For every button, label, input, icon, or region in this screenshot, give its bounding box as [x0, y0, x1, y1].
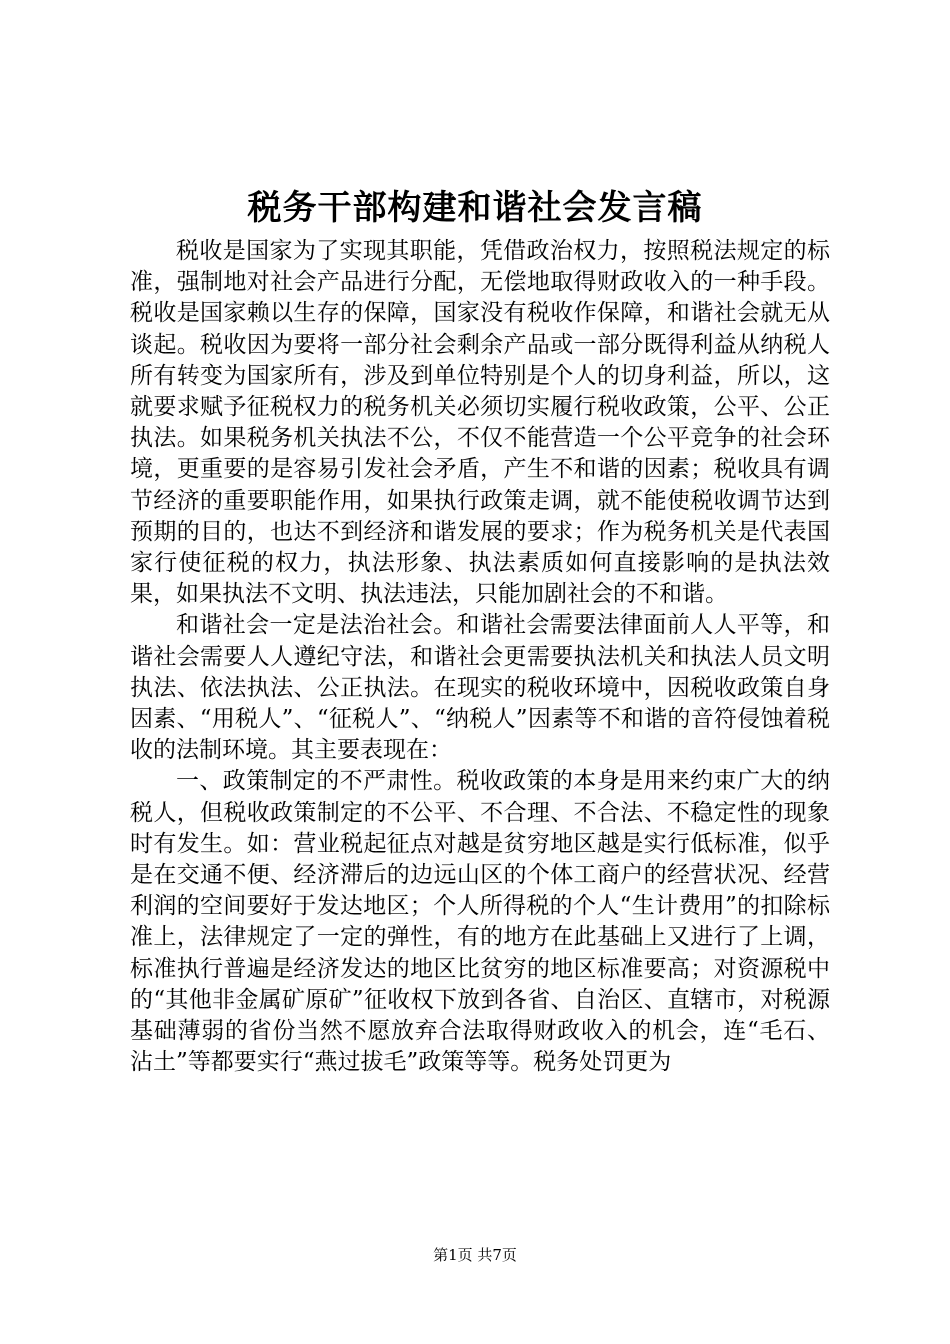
document-body: [130, 236, 830, 1078]
paragraph-rule-of-law: 和谐社会一定是法治社会。和谐社会需要法律面前人人平等，和谐社会需要人人遵纪守法，和谐社会更需要执法机关和执法人员文明执法、依法执法、公正执法。在现实的税收环境中，因税收政策自身因素、“用税人”、“征税人”、“纳税人”因素等不和谐的音符侵蚀着税收的法制环境。其主要表现在：: [130, 612, 830, 764]
page-number-footer: 第1页 共7页: [433, 1246, 517, 1264]
document-title: 税务干部构建和谐社会发言稿: [247, 188, 703, 228]
paragraph-intro: 税收是国家为了实现其职能，凭借政治权力，按照税法规定的标准，强制地对社会产品进行分配，无偿地取得财政收入的一种手段。税收是国家赖以生存的保障，国家没有税收作保障，和谐社会就无从谈起。税收因为要将一部分社会剩余产品或一部分既得利益从纳税人所有转变为国家所有，涉及到单位特别是个人的切身利益，所以，这就要求赋予征税权力的税务机关必须切实履行税收政策，公平、公正执法。如果税务机关执法不公，不仅不能营造一个公平竞争的社会环境，更重要的是容易引发社会矛盾，产生不和谐的因素；税收具有调节经济的重要职能作用，如果执行政策走调，就不能使税收调节达到预期的目的，也达不到经济和谐发展的要求；作为税务机关是代表国家行使征税的权力，执法形象、执法素质如何直接影响的是执法效果，如果执法不文明、执法违法，只能加剧社会的不和谐。: [130, 238, 830, 608]
paragraph-policy-issue: 一、政策制定的不严肃性。税收政策的本身是用来约束广大的纳税人，但税收政策制定的不公平、不合理、不合法、不稳定性的现象时有发生。如：营业税起征点对越是贫穷地区越是实行低标准，似乎是在交通不便、经济滞后的边远山区的个体工商户的经营状况、经营利润的空间要好于发达地区；个人所得税的个人“生计费用”的扣除标准上，法律规定了一定的弹性，有的地方在此基础上又进行了上调，标准执行普遍是经济发达的地区比贫穷的地区标准要高；对资源税中的“其他非金属矿原矿”征收权下放到各省、自治区、直辖市，对税源基础薄弱的省份当然不愿放弃合法取得财政收入的机会，连“毛石、沾土”等都要实行“燕过拔毛”政策等等。税务处罚更为: [130, 768, 830, 1076]
